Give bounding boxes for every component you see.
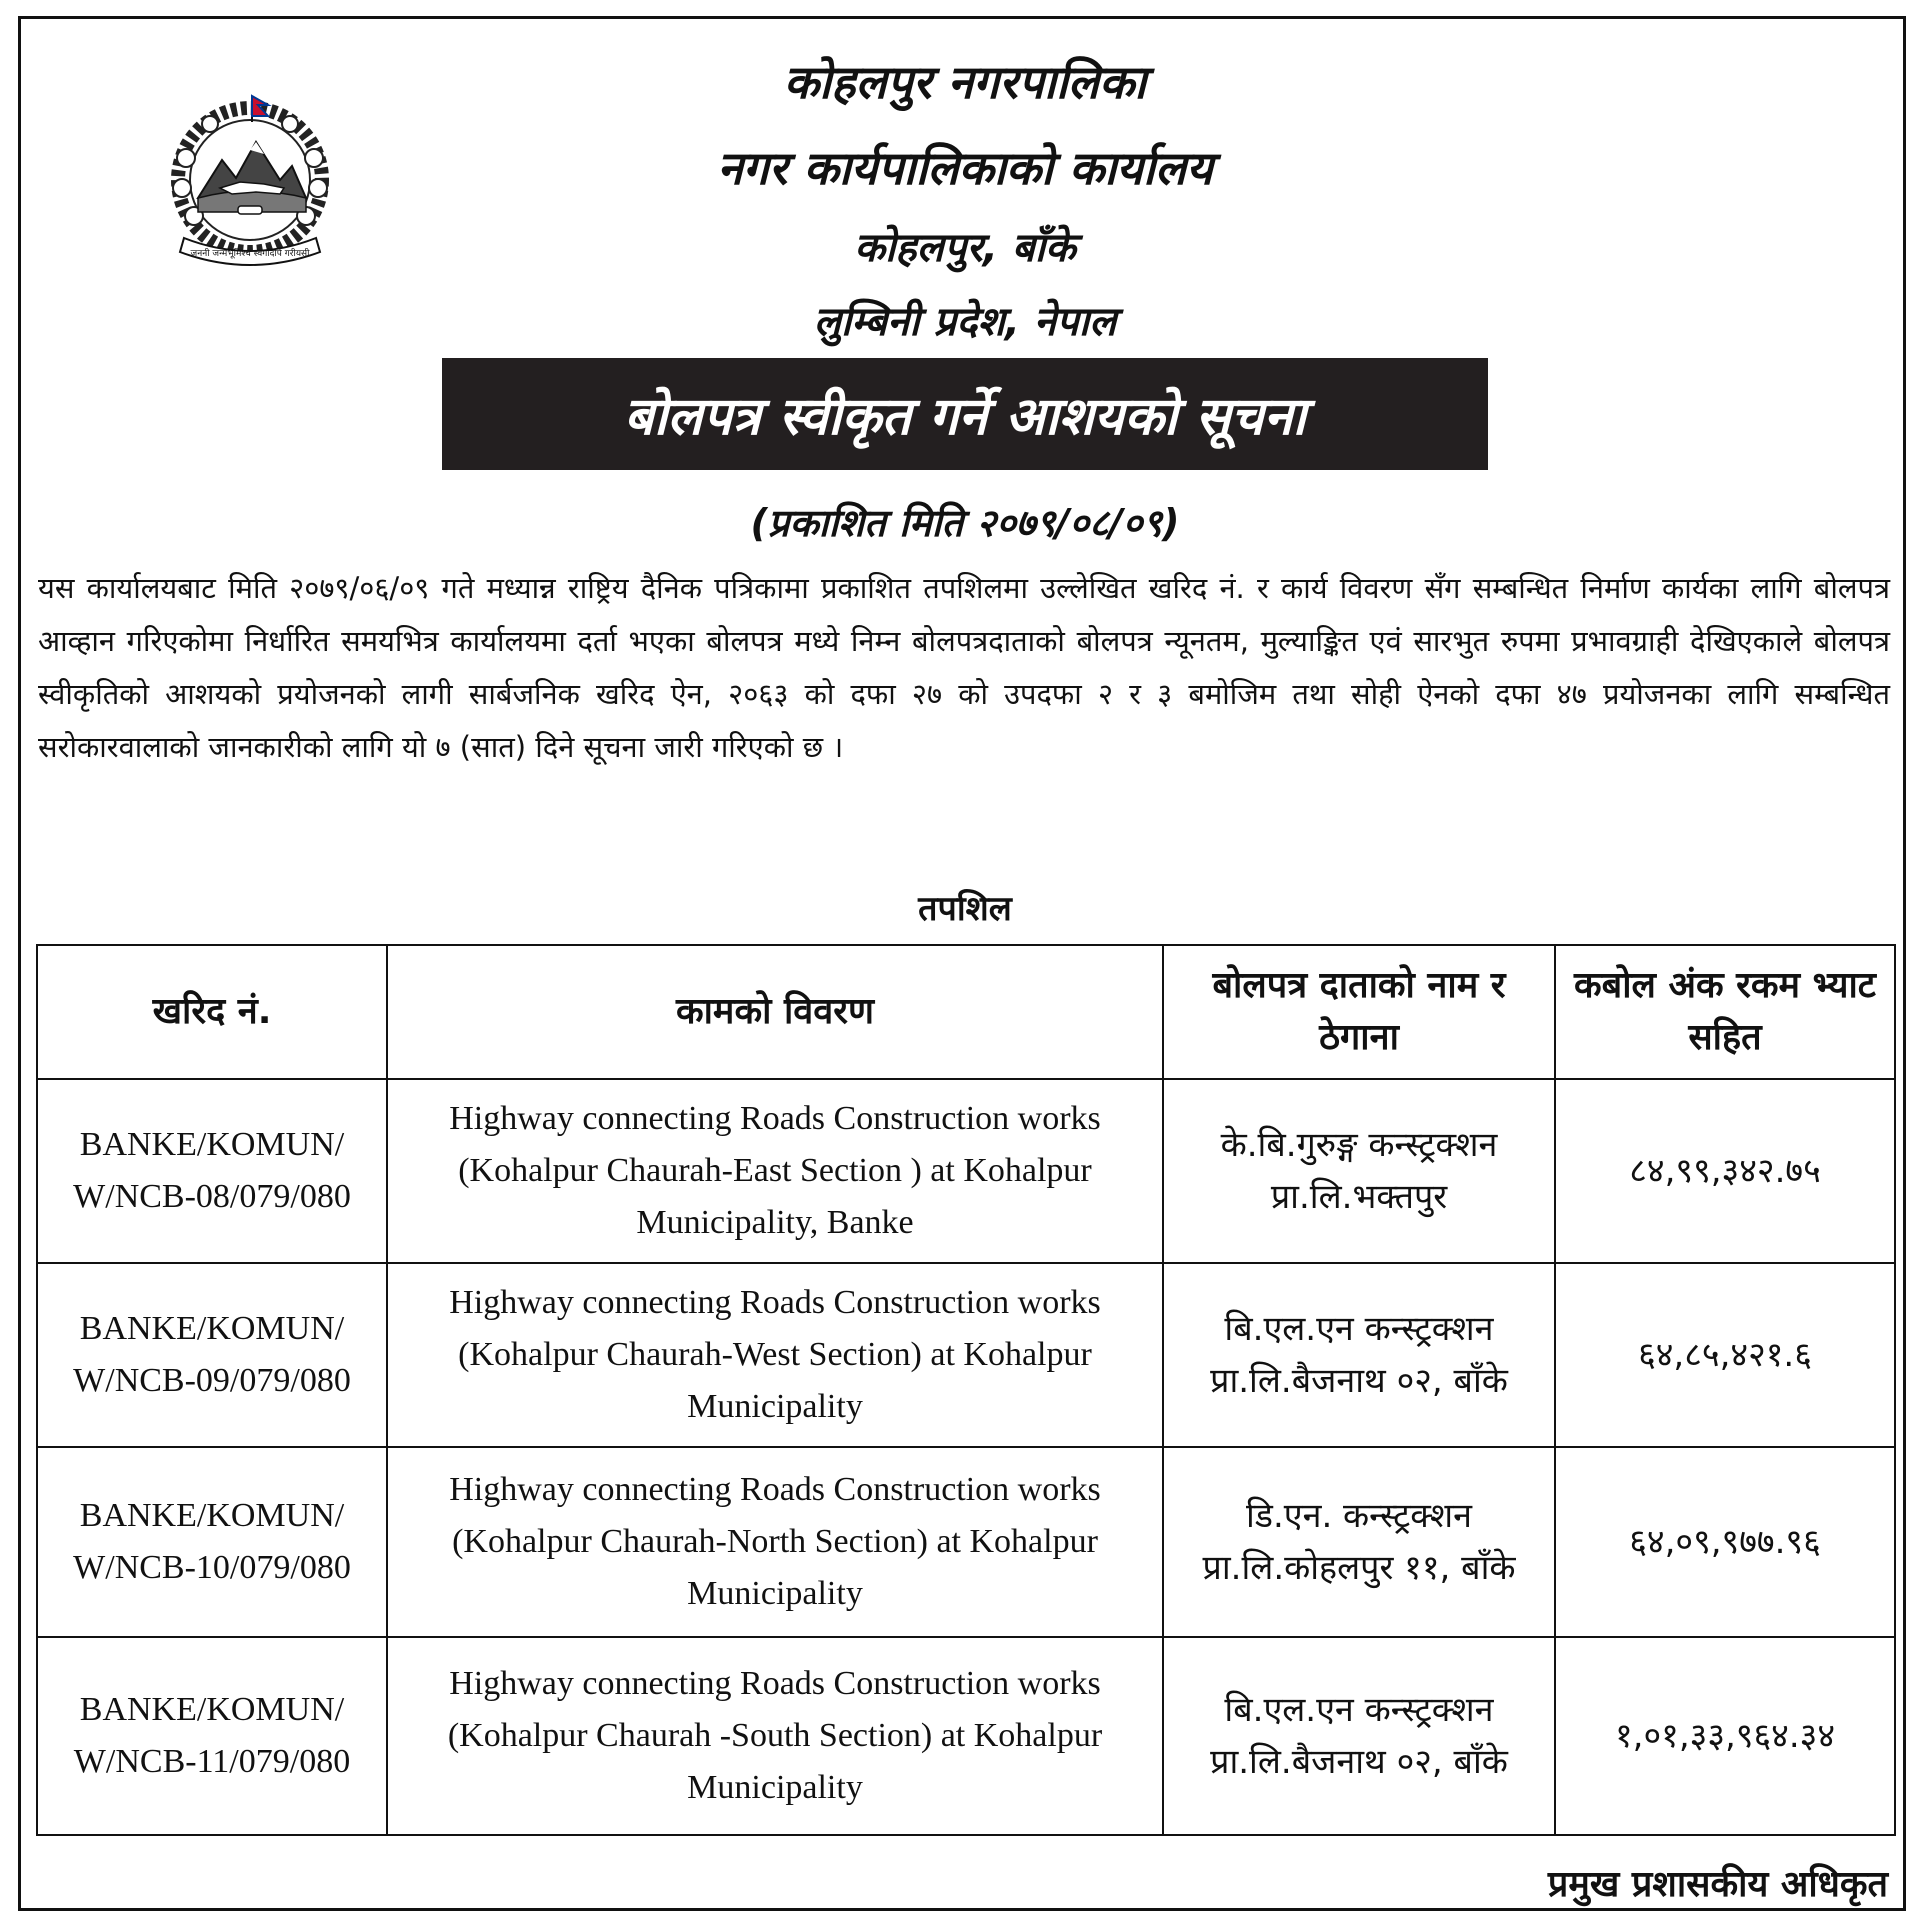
bidder-cell: बि.एल.एन कन्स्ट्रक्शन प्रा.लि.बैजनाथ ०२, बाँके [1163,1263,1555,1447]
col-header-procurement-no: खरिद नं. [37,945,387,1079]
amount-cell: ८४,९९,३४२.७५ [1555,1079,1895,1263]
work-description-cell: Highway connecting Roads Construction works (Kohalpur Chaurah-West Section) at Kohalpur Municipality [387,1263,1163,1447]
table-row [37,1079,1895,1263]
work-description-cell: Highway connecting Roads Construction works (Kohalpur Chaurah-East Section ) at Kohalpur Municipality, Banke [387,1079,1163,1263]
table-header-row [37,945,1895,1079]
table-row [37,1263,1895,1447]
table-row [37,1447,1895,1637]
work-description-cell: Highway connecting Roads Construction works (Kohalpur Chaurah -South Section) at Kohalpur Municipality [387,1637,1163,1835]
procurement-no-cell: BANKE/KOMUN/ W/NCB-08/079/080 [37,1079,387,1263]
col-header-bidder-name-address: बोलपत्र दाताको नाम र ठेगाना [1163,945,1555,1079]
published-date: (प्रकाशित मिति २०७९/०८/०९) [750,501,1180,545]
amount-cell: १,०१,३३,९६४.३४ [1555,1637,1895,1835]
notice-title-bar [442,358,1488,470]
amount-cell: ६४,०९,९७७.९६ [1555,1447,1895,1637]
signatory-title: प्रमुख प्रशासकीय अधिकृत [1547,1864,1888,1905]
bidder-cell: बि.एल.एन कन्स्ट्रक्शन प्रा.लि.बैजनाथ ०२, बाँके [1163,1637,1555,1835]
amount-cell: ६४,८५,४२१.६ [1555,1263,1895,1447]
col-header-quoted-amount: कबोल अंक रकम भ्याट सहित [1555,945,1895,1079]
bidder-cell: डि.एन. कन्स्ट्रक्शन प्रा.लि.कोहलपुर ११, बाँके [1163,1447,1555,1637]
svg-text:जननी जन्मभूमिश्च स्वर्गादपि गर: जननी जन्मभूमिश्च स्वर्गादपि गरीयसी [190,249,310,259]
bidder-cell: के.बि.गुरुङ्ग कन्स्ट्रक्शन प्रा.लि.भक्तपुर [1163,1079,1555,1263]
procurement-no-cell: BANKE/KOMUN/ W/NCB-10/079/080 [37,1447,387,1637]
col-header-work-description: कामको विवरण [387,945,1163,1079]
schedule-heading: तपशिल [918,889,1012,929]
tender-table [36,944,1896,1836]
office-location: कोहलपुर, बाँके [854,225,1076,271]
table-row [37,1637,1895,1835]
office-name: नगर कार्यपालिकाको कार्यालय [717,141,1213,195]
procurement-no-cell: BANKE/KOMUN/ W/NCB-09/079/080 [37,1263,387,1447]
procurement-no-cell: BANKE/KOMUN/ W/NCB-11/079/080 [37,1637,387,1835]
province-country: लुम्बिनी प्रदेश, नेपाल [813,299,1117,345]
notice-body: यस कार्यालयबाट मिति २०७९/०६/०९ गते मध्यान्न राष्ट्रिय दैनिक पत्रिकामा प्रकाशित तपशिलमा उल्लेखित खरिद नं. र कार्य विवरण सँग सम्बन्धित निर्माण कार्यका लागि बोलपत्र आव्हान गरिएकोमा निर्धारित समयभित्र कार्यालयमा दर्ता भएका बोलपत्र मध्ये निम्न बोलपत्रदाताको बोलपत्र न्यूनतम, मुल्याङ्कित एवं सारभुत रुपमा प्रभावग्राही देखिएकाले बोलपत्र स्वीकृतिको आशयको प्रयोजनको लागी सार्बजनिक खरिद ऐन, २०६३ को दफा २७ को उपदफा २ र ३ बमोजिम तथा सोही ऐनको दफा ४७ प्रयोजनका लागि सम्बन्धित सरोकारवालाको जानकारीको लागि यो ७ (सात) दिने सूचना जारी गरिएको छ । [38,571,1890,764]
notice-title: बोलपत्र स्वीकृत गर्ने आशयको सूचना [624,386,1306,447]
municipality-name: कोहलपुर नगरपालिका [783,55,1147,109]
work-description-cell: Highway connecting Roads Construction works (Kohalpur Chaurah-North Section) at Kohalpur Municipality [387,1447,1163,1637]
